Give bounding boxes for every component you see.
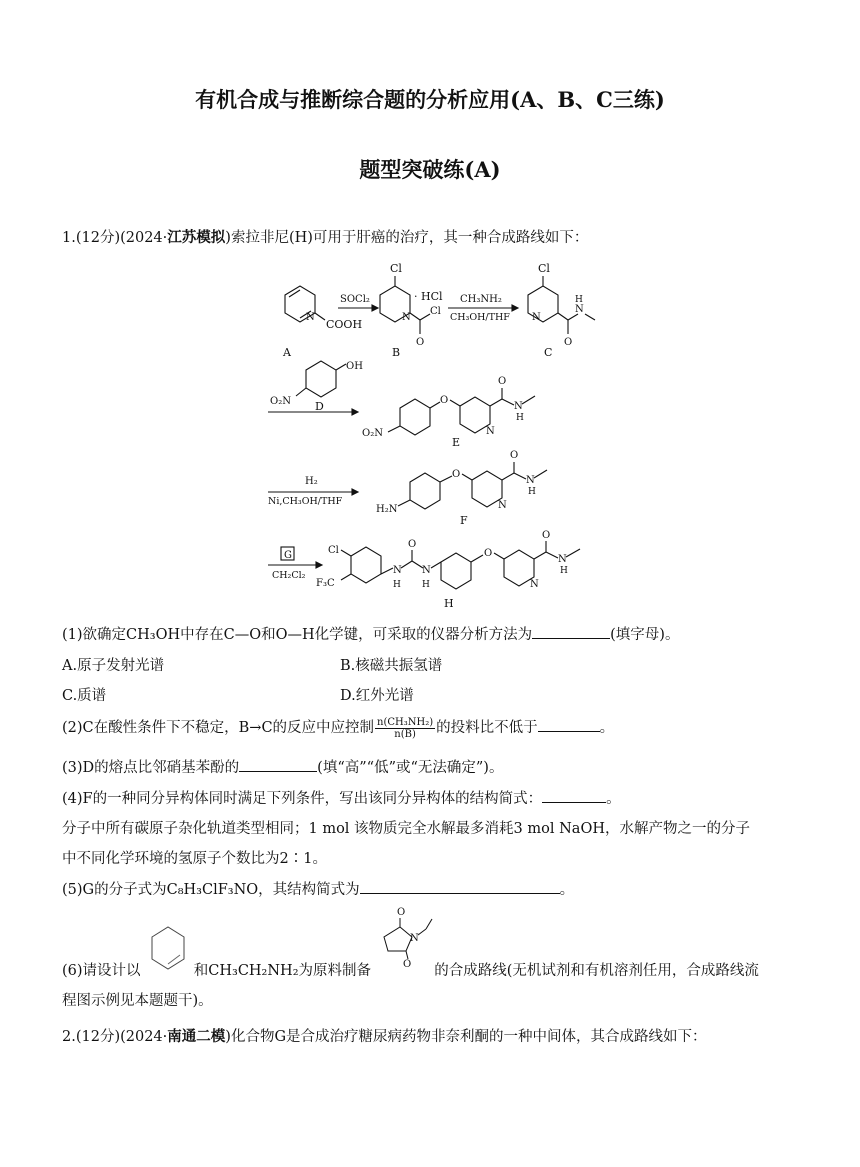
svg-text:Cl: Cl <box>328 545 339 556</box>
compound-D <box>270 361 363 413</box>
q1-part-4-condition: 分子中所有碳原子杂化轨道类型相同；1 mol 该物质完全水解最多消耗3 mol NaOH，水解产物之一的分子 <box>62 821 750 837</box>
svg-text:H: H <box>393 580 401 590</box>
question-1-header: 1.(12分)(2024·江苏模拟)索拉非尼(H)可用于肝癌的治疗，其一种合成路线如下： <box>62 229 589 246</box>
q1-part-6: (6)请设计以 和CH₃CH₂NH₂为原料制备 的合成路线(无机试剂和有机溶剂任用，合成路线流 <box>62 963 759 979</box>
label-F: F <box>460 514 468 527</box>
q2-source: 南通二模 <box>167 1028 226 1045</box>
ratio-fraction: $\frac{\text{n(CH₃NH₂)}}{n(B)}$ <box>377 716 434 740</box>
succinimide-structure <box>378 905 438 967</box>
svg-text:N: N <box>498 500 507 511</box>
svg-text:O: O <box>397 907 406 918</box>
svg-text:H₂N: H₂N <box>376 504 398 515</box>
compound-B <box>380 262 443 359</box>
hcl-label: · HCl <box>414 290 443 303</box>
svg-text:COOH: COOH <box>326 318 363 331</box>
option-A: A.原子发射光谱 <box>62 658 165 674</box>
compound-E <box>362 376 535 449</box>
compound-C <box>528 262 595 359</box>
reagent-G: G <box>284 550 292 561</box>
svg-text:OH: OH <box>346 361 363 372</box>
svg-text:H: H <box>560 566 568 576</box>
label-H: H <box>444 597 454 610</box>
svg-text:O: O <box>498 376 507 387</box>
q1-part-3: (3)D的熔点比邻硝基苯酚的 (填“高”“低”或“无法确定”)。 <box>62 756 503 777</box>
q1-part-1: (1)欲确定CH₃OH中存在C—O和O—H化学键，可采取的仪器分析方法为 (填字母)。 <box>62 623 679 644</box>
svg-text:N: N <box>422 565 431 576</box>
compound-F <box>376 450 547 527</box>
reagent-solvent: CH₃OH/THF <box>450 312 510 323</box>
q1-source: 江苏模拟 <box>167 229 226 246</box>
label-E: E <box>452 436 461 449</box>
svg-text:H: H <box>575 295 583 305</box>
answer-blank-2[interactable] <box>538 717 600 732</box>
svg-text:Cl: Cl <box>390 262 402 275</box>
svg-text:Cl: Cl <box>538 262 550 275</box>
svg-text:N: N <box>410 933 419 944</box>
answer-blank-1[interactable] <box>532 624 610 639</box>
svg-text:F₃C: F₃C <box>316 578 335 589</box>
svg-text:O: O <box>510 450 519 461</box>
label-A: A <box>283 346 291 359</box>
svg-text:O: O <box>564 337 573 348</box>
compound-H <box>316 530 580 610</box>
svg-text:O: O <box>452 469 461 480</box>
reagent-socl2: SOCl₂ <box>340 294 370 305</box>
svg-text:O: O <box>403 959 412 967</box>
svg-text:O: O <box>416 337 425 348</box>
q1-part-6-cont: 程图示例见本题题干)。 <box>62 993 213 1009</box>
answer-blank-5[interactable] <box>360 879 560 894</box>
option-C: C.质谱 <box>62 688 107 704</box>
cyclohexene-structure <box>150 925 186 973</box>
q1-part-4-condition-cont: 中不同化学环境的氢原子个数比为2∶1。 <box>62 851 327 867</box>
svg-text:O₂N: O₂N <box>270 396 291 407</box>
svg-text:H: H <box>528 487 536 497</box>
svg-text:O: O <box>484 548 493 559</box>
svg-text:N: N <box>514 401 523 412</box>
reagent-h2: H₂ <box>305 476 318 487</box>
svg-text:O: O <box>440 395 449 406</box>
svg-text:H: H <box>516 413 524 423</box>
svg-text:N: N <box>530 579 539 590</box>
svg-text:O: O <box>542 530 551 541</box>
question-2-header: 2.(12分)(2024·南通二模)化合物G是合成治疗糖尿病药物非奈利酮的一种中间体，其合成路线如下： <box>62 1028 707 1045</box>
answer-blank-4[interactable] <box>542 788 606 803</box>
section-title: 题型突破练(A) <box>359 157 501 182</box>
svg-text:N: N <box>306 312 315 323</box>
reagent-ch2cl2: CH₂Cl₂ <box>272 570 306 581</box>
answer-blank-3[interactable] <box>239 757 317 772</box>
option-B: B.核磁共振氢谱 <box>340 658 443 674</box>
svg-text:O: O <box>408 539 417 550</box>
q1-part-2: (2)C在酸性条件下不稳定，B→C的反应中应控制 $\frac{\text{n(CH₃NH₂)}}{n(B)}$ 的投料比不低于 。 <box>62 716 615 740</box>
svg-text:H: H <box>422 580 430 590</box>
svg-text:N: N <box>486 426 495 437</box>
reagent-ch3nh2: CH₃NH₂ <box>460 294 502 305</box>
svg-text:N: N <box>526 475 535 486</box>
label-D: D <box>315 400 324 413</box>
svg-text:N: N <box>532 312 541 323</box>
label-B: B <box>392 346 401 359</box>
svg-text:N: N <box>575 304 584 315</box>
svg-text:Cl: Cl <box>430 306 441 317</box>
svg-text:N: N <box>558 554 567 565</box>
q1-part-4: (4)F的一种同分异构体同时满足下列条件，写出该同分异构体的结构简式： 。 <box>62 787 621 808</box>
reagent-ni: Ni,CH₃OH/THF <box>268 496 343 507</box>
page-title: 有机合成与推断综合题的分析应用(A、B、C三练) <box>195 87 665 112</box>
option-D: D.红外光谱 <box>340 688 414 704</box>
label-C: C <box>544 346 553 359</box>
synthesis-scheme <box>0 250 860 620</box>
svg-text:N: N <box>393 565 402 576</box>
svg-text:N: N <box>402 312 411 323</box>
q1-part-5: (5)G的分子式为C₈H₃ClF₃NO，其结构简式为 。 <box>62 878 574 899</box>
svg-text:O₂N: O₂N <box>362 428 383 439</box>
